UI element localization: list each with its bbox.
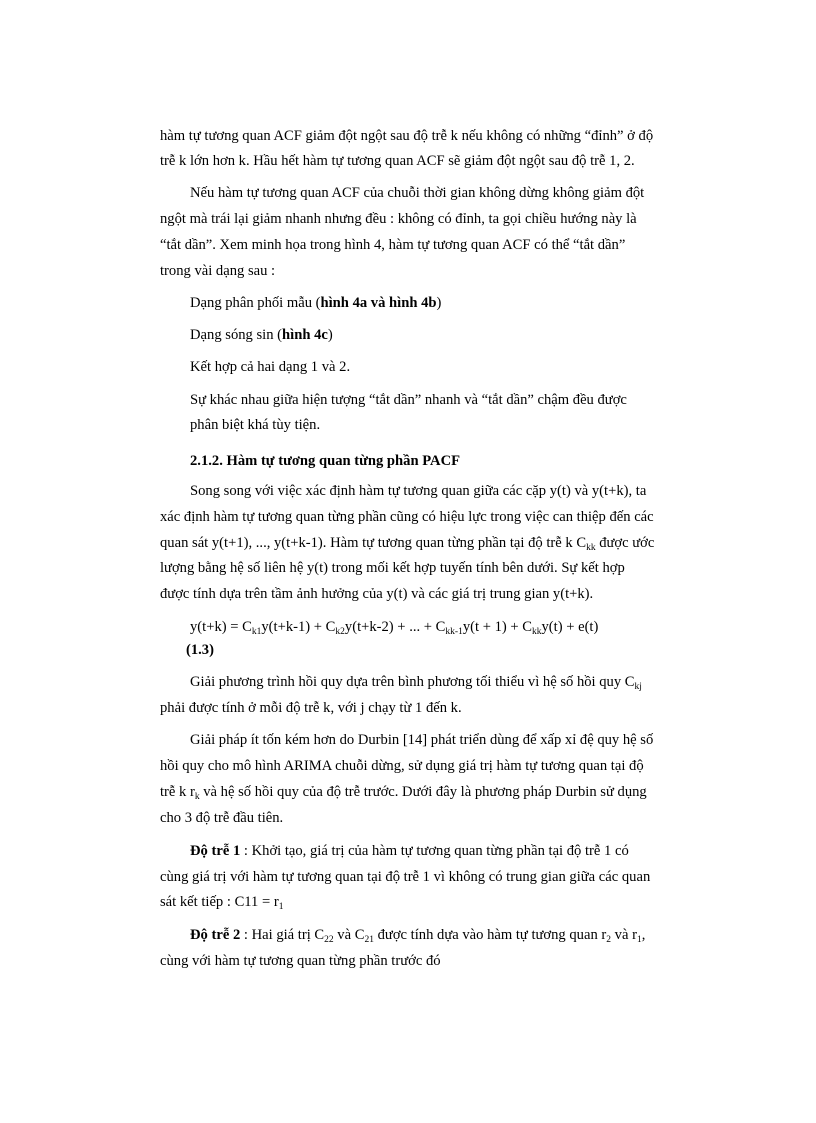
text-line: lượng bằng hệ số liên hệ y(t) trong mối kết hợp tuyến tính bên dưới. Sự kết hợp (160, 560, 625, 576)
list-item-1: Dạng phân phối mẫu (hình 4a và hình 4b) (190, 295, 442, 311)
text-line: Giải pháp ít tốn kém hơn do Durbin [14] phát triển dùng để xấp xỉ đệ quy hệ số (190, 732, 654, 748)
text-line: xác định hàm tự tương quan từng phần cũng có hiệu lực trong việc can thiệp đến các (160, 509, 654, 525)
text-line: phân biệt khá tùy tiện. (190, 417, 321, 433)
text-line: ngột mà trái lại giảm nhanh nhưng đều : không có đỉnh, ta gọi chiều hướng này là (160, 211, 637, 227)
text-line: cùng với hàm tự tương quan từng phần trước đó (160, 953, 441, 969)
text-line: Giải phương trình hồi quy dựa trên bình phương tối thiểu vì hệ số hồi quy $C_{kj}$ (190, 674, 642, 692)
equation: $y(t+k) = C_{k1}y(t+k-1) + C_{k2}y(t+k-2)$ + ... + $C_{kk-1}y(t + 1) + C_{kk}y(t) + e(t)$ (190, 619, 599, 637)
text-line: được tính dựa trên tầm ảnh hưởng của y(t) và các giá trị trung gian y(t+k). (160, 586, 594, 602)
equation-label: (1.3) (186, 642, 214, 658)
text-line: phải được tính ở mỗi độ trễ k, với j chạy từ 1 đến k. (160, 700, 462, 716)
text-line: Sự khác nhau giữa hiện tượng “tắt dần” nhanh và “tắt dần” chậm đều được (190, 392, 627, 408)
text-line: Độ trễ 2 : Hai giá trị $C_{22}$ và $C_{21}$ được tính dựa vào hàm tự tương quan $r_2$ và $r_1$, (190, 927, 646, 945)
text-line: hàm tự tương quan ACF giảm đột ngột sau độ trễ k nếu không có những “đỉnh” ở độ (160, 128, 654, 144)
text-line: Độ trễ 1 : Khởi tạo, giá trị của hàm tự tương quan từng phần tại độ trễ 1 có (190, 843, 629, 859)
text-line: quan sát y(t+1), ..., y(t+k-1). Hàm tự tương quan từng phần tại độ trễ k $C_{kk}$ được ước (160, 535, 655, 553)
text-line: trong vài dạng sau : (160, 263, 276, 279)
text-line: sát kết tiếp : $C11 = r_1$ (160, 894, 284, 912)
text-line: trễ k lớn hơn k. Hầu hết hàm tự tương quan ACF sẽ giảm đột ngột sau độ trễ 1, 2. (160, 153, 635, 169)
text-line: “tắt dần”. Xem minh họa trong hình 4, hàm tự tương quan ACF có thể “tắt dần” (160, 237, 626, 253)
text-line: hồi quy cho mô hình ARIMA chuỗi dừng, sử dụng giá trị hàm tự tương quan tại độ (160, 758, 644, 774)
list-item-3: Kết hợp cả hai dạng 1 và 2. (190, 359, 351, 375)
section-heading: 2.1.2. Hàm tự tương quan từng phần PACF (190, 453, 461, 469)
list-item-2: Dạng sóng sin (hình 4c) (190, 327, 333, 343)
text-line: cho 3 độ trễ đầu tiên. (160, 810, 284, 826)
text-line: trễ k $r_k$ và hệ số hồi quy của độ trễ trước. Dưới đây là phương pháp Durbin sử dụng (160, 784, 647, 802)
text-line: Song song với việc xác định hàm tự tương quan giữa các cặp y(t) và y(t+k), ta (190, 483, 647, 499)
text-line: cùng giá trị với hàm tự tương quan tại độ trễ 1 vì không có trung gian giữa các quan (160, 869, 651, 885)
text-line: Nếu hàm tự tương quan ACF của chuỗi thời gian không dừng không giảm đột (190, 185, 645, 201)
